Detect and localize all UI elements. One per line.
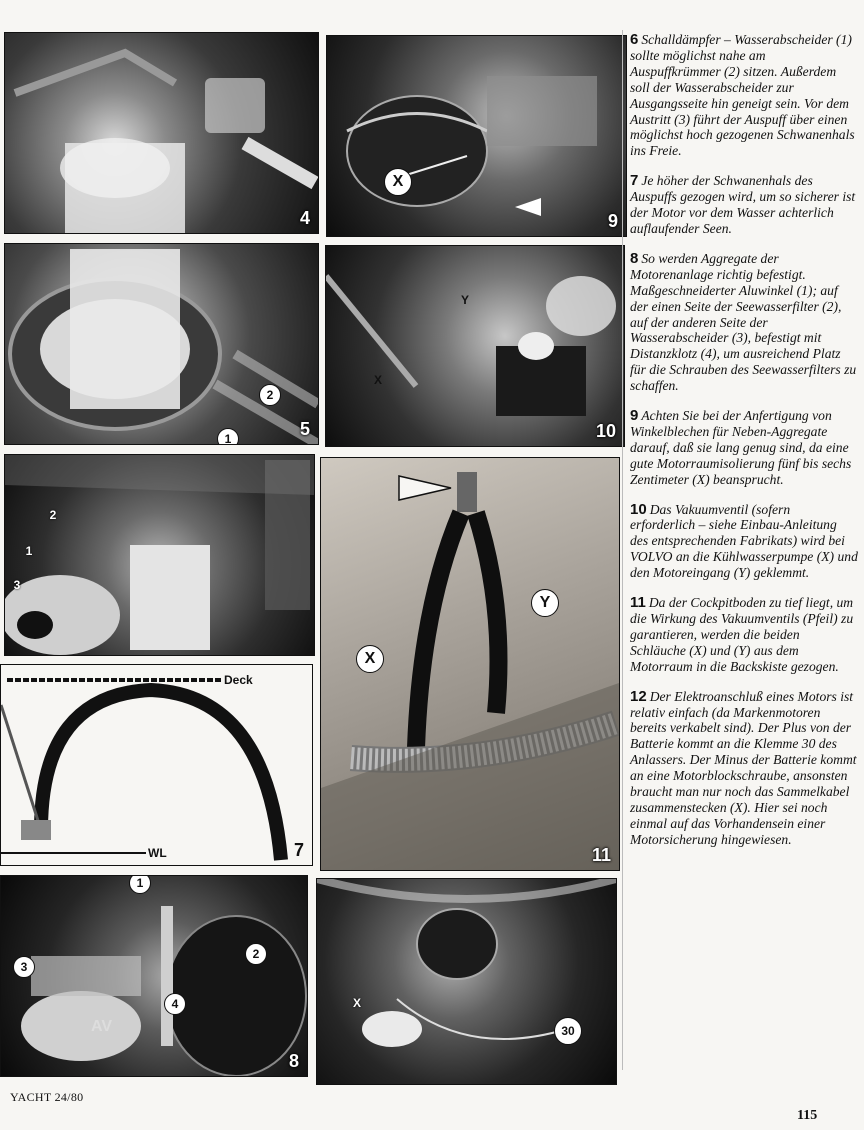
caption-10 [630, 502, 858, 582]
column-divider [622, 30, 623, 1070]
callout-3: 3 [13, 956, 35, 978]
caption-text: So werden Aggregate der Motorenanlage richtig befestigt. Maßgeschneiderter Aluwinkel (1); auf der einen Seite der Seewasserfilter (2), auf der anderen Seite der Wasserabscheider (3), befestigt mit Distanzklotz (4), um ausreichend Platz für die Schrauben des Seewasserfilters zu schaffen. [630, 250, 857, 394]
caption-number: 7 [630, 172, 639, 190]
photo-4 [4, 32, 319, 234]
caption-number: 10 [630, 500, 647, 518]
photo-number: 9 [607, 211, 618, 231]
water-separator-illustration [327, 36, 626, 236]
callout-4: 4 [164, 993, 186, 1015]
caption-12 [630, 689, 858, 848]
callout-x: X [384, 168, 412, 196]
caption-number: 6 [630, 31, 639, 48]
waterline-label: WL [148, 846, 167, 860]
electrical-connection-illustration [317, 879, 616, 1084]
caption-number: 11 [630, 594, 646, 612]
photo-number: 10 [595, 421, 616, 441]
engine-illustration [5, 33, 318, 233]
caption-8 [630, 251, 858, 394]
callout-3: 3 [13, 578, 21, 592]
caption-text: Je höher der Schwanenhals des Auspuffs gezogen wird, um so sicherer ist der Motor vor dem Wasser achterlich auflaufender Seen. [630, 173, 856, 236]
callout-x: X [352, 996, 361, 1010]
photo-11 [320, 457, 620, 871]
callout-2: 2 [245, 943, 267, 965]
photo-number: 8 [288, 1051, 299, 1071]
photo-number: 5 [299, 419, 310, 439]
caption-text: Schalldämpfer – Wasserabscheider (1) sollte möglichst nahe am Auspuffkrümmer (2) sitzen. Außerdem soll der Wasserabscheider zur Ausgangsseite hin geneigt sein. Vor dem Austritt (3) führt der Auspuff über einen möglichst hoch gezogenen Schwanenhals ins Freie. [630, 32, 855, 159]
caption-text: Das Vakuumventil (sofern erforderlich – siehe Einbau-Anleitung des entsprechenden Fabrikats) wird bei VOLVO an die Kühlwasserpumpe (X) und den Motoreingang (Y) geklemmt. [630, 501, 858, 581]
caption-9 [630, 408, 858, 488]
caption-number: 12 [630, 687, 647, 705]
callout-y: Y [531, 589, 559, 617]
callout-x: X [356, 645, 384, 673]
page-number: 115 [797, 1108, 818, 1123]
photo-10 [325, 245, 625, 447]
filter-mount-illustration [1, 876, 307, 1076]
callout-1: 1 [129, 875, 151, 894]
caption-number: 9 [630, 407, 639, 425]
engine-hoses-illustration [326, 246, 624, 446]
drive-mount-illustration [5, 244, 318, 444]
photo-9 [326, 35, 627, 237]
caption-column [630, 32, 858, 862]
caption-text: Der Elektroanschluß eines Motors ist relativ einfach (da Markenmotoren bereits verkabelt sind). Der Plus von der Batterie kommt an die Klemme 30 des Anlassers. Der Minus der Batterie kommt an eine Motorblockschraube, ansonsten braucht man nur noch das Sammelkabel zusammenstecken (X). Hier sei noch einmal auf das Vorhandensein einer Motorsicherung hingewiesen. [630, 688, 857, 847]
photo-5 [4, 243, 319, 445]
photo-8 [0, 875, 308, 1077]
caption-11 [630, 595, 858, 675]
swan-neck-diagram [1, 665, 312, 865]
callout-2: 2 [259, 384, 281, 406]
caption-number: 8 [630, 249, 639, 267]
callout-1: 1 [25, 544, 33, 558]
callout-y: Y [460, 293, 469, 307]
photo-6 [4, 454, 315, 656]
photo-number: 4 [299, 208, 310, 228]
caption-text: Da der Cockpitboden zu tief liegt, um die Wirkung des Vakuumventils (Pfeil) zu garantieren, werden die beiden Schläuche (X) und (Y) aus dem Motorraum in die Backskiste gezogen. [630, 595, 854, 674]
caption-text: Achten Sie bei der Anfertigung von Winkelblechen für Neben-Aggregate darauf, daß sie lang genug sind, da eine gute Motorraumisolierung fünf bis sechs Zentimeter (X) beansprucht. [630, 408, 852, 487]
callout-1: 1 [217, 428, 239, 445]
caption-7 [630, 173, 858, 237]
photo-12 [316, 878, 617, 1085]
photo-number: 7 [293, 840, 304, 860]
caption-6 [630, 32, 858, 159]
magazine-footer: YACHT 24/80 [10, 1090, 84, 1104]
photo-number: 11 [591, 845, 611, 865]
callout-2: 2 [49, 508, 57, 522]
arrow-pointer-icon [515, 198, 541, 216]
deck-label: Deck [224, 673, 253, 687]
callout-x: X [373, 373, 382, 387]
engine-room-illustration [5, 455, 314, 655]
callout-30: 30 [554, 1017, 582, 1045]
engraved-lettering: AV [91, 1018, 113, 1035]
photo-7-diagram [0, 664, 313, 866]
